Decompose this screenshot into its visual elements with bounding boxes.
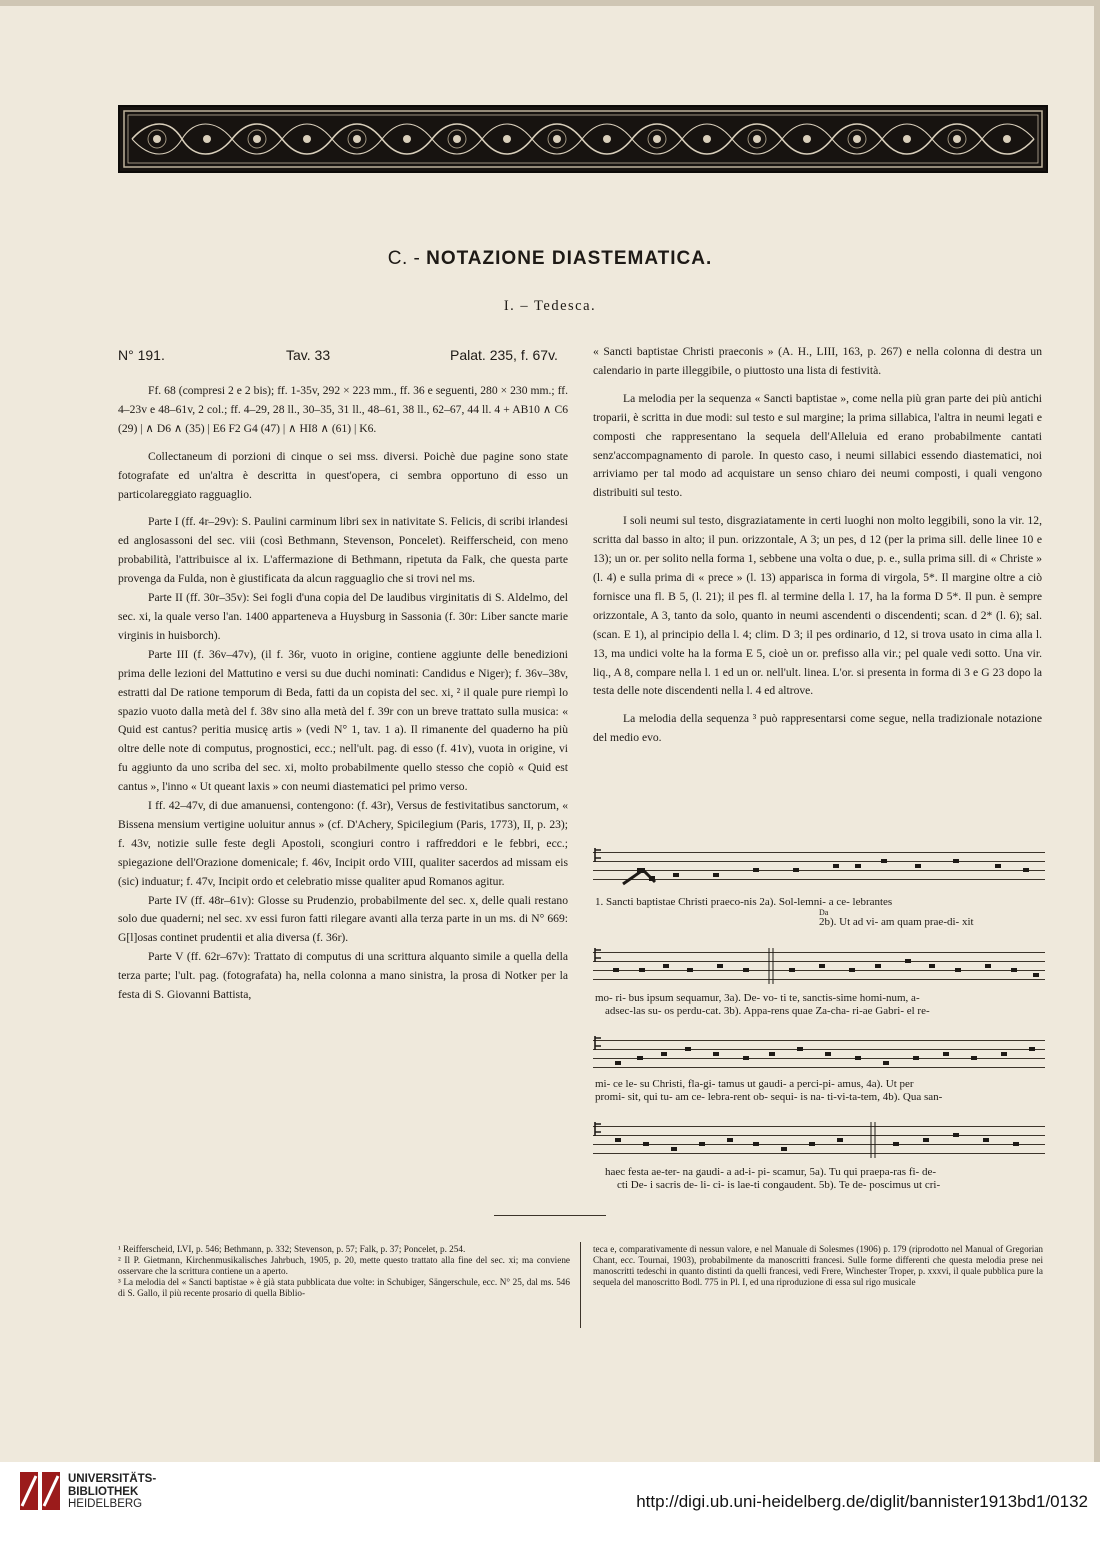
entry-number: N° 191.: [118, 347, 165, 363]
lyric-line-3b: promi- sit, qui tu- am ce- lebra-rent ob- sequi- is na- ti-vi-ta-tem, 4b). Qua san-: [595, 1091, 943, 1103]
footnote-3-continued: teca e, comparativamente di nessun valore, e nel Manuale di Solesmes (1906) p. 179 (riprodotto nel Manual of Gregorian Chant, ecc. Tournai, 1903), probabilmente da manoscritti francesi. Sulle forme differenti che questa melodia prese nei manoscritti tedeschi in quanto distinti da quelli francesi, vedi Frere, Winchester Troper, p. xxxvi, il quale pubblica pure la sequela del manoscritto Bodl. 775 in Pl. I, ed una riproduzione di essa sul rigo musicale: [593, 1244, 1043, 1287]
shelfmark: Palat. 235, f. 67v.: [450, 347, 558, 363]
permalink-url[interactable]: http://digi.ub.uni-heidelberg.de/diglit/bannister1913bd1/0132: [636, 1492, 1088, 1511]
footnote-divider: [494, 1215, 606, 1216]
staff: [593, 844, 1045, 880]
library-name-line-3: HEIDELBERG: [68, 1498, 143, 1510]
library-name-line-2: BIBLIOTHEK: [68, 1485, 139, 1498]
lyric-da-mark: Da: [819, 908, 829, 917]
lyric-line-1a: 1. Sancti baptistae Christi praeco-nis 2a). Sol-lemni- a ce- lebrantes: [595, 896, 893, 908]
melodia-paragraph: La melodia per la sequenza « Sancti baptistae », come nella più gran parte dei più antichi troparii, è scritta in due modi: sul testo e sul margine; la prima sillabica, l'altra in neumi legati e composti che rappresentano la sequela dell'Alleluia ed erano probabilmente cantati senz'accompagnamento di parole. In questo caso, i neumi sillabici essendo diastematici, noi arriviamo per tal modo ad acquistare un senso chiaro dei neumi composti, i quali vengono distribuiti sul testo.: [593, 391, 1042, 500]
lyric-line-3a: mi- ce le- su Christi, fla-gi- tamus ut gaudi- a perci-pi- amus, 4a). Ut per: [595, 1078, 914, 1090]
parte-4-paragraph: Parte IV (ff. 48r–61v): Glosse su Prudenzio, probabilmente del sec. x, delle quali restano solo due quaderni; nel sec. xv essi furon fatti rilegare avanti alla terza parte in un ms. di N° 669: G[l]osas continet prudentii et alia diversa (f. 36r).: [118, 893, 568, 945]
staff: [593, 1118, 1045, 1154]
lyric-line-1b: 2b). Ut ad vi- am quam prae-di- xit: [819, 916, 974, 928]
sancti-baptistae-paragraph: « Sancti baptistae Christi praeconis » (A. H., LIII, 163, p. 267) e nella colonna di destra un calendario in parte illeggibile, o piuttosto una lista di festività.: [593, 345, 1042, 377]
lyric-line-2b: adsec-las su- os perdu-cat. 3b). Appa-rens quae Za-cha- ri-ae Gabri- el re-: [605, 1005, 930, 1017]
footnotes-left: [118, 1244, 570, 1299]
staff: [593, 1032, 1045, 1068]
parte-3-paragraph: Parte III (f. 36v–47v), (il f. 36r, vuoto in origine, contiene aggiunte delle benedizioni prima delle lezioni del Mattutino e versi su due duchi nominati: Candidus e Niger); f. 36v–38v, estratti dal De ratione temporum di Beda, fatti da un copista del sec. xi, ² il quale pure riempì lo spazio vuoto dalla metà del f. 38v sino alla metà del f. 39r con un breve trattato sulla musica: « Quid est cantus? peritia musicę artis » (vedi N° 1, tav. 1 a). Il rimanente del quaderno ha più oltre delle note di computus, prognostici, ecc.; nell'ult. pag. di esso (f. 41v), vuota in origine, vi fu aggiunto da uno scriba del sec. xi, molto probabilmente quello stesso che copiò « Quid est cantus », l'inno « Ut queant laxis » con neumi diastematici pel primo verso.: [118, 647, 568, 794]
parte-1-paragraph: Parte I (ff. 4r–29v): S. Paulini carminum libri sex in nativitate S. Felicis, di scribi irlandesi ed anglosassoni del sec. viii (così Bethmann, Stevenson, Poncelet). Reifferscheid, con meno probabilità, l'attribuisce al ix. L'affermazione di Bethmann, ripetuta da Falk, che questa parte provenga da Fulda, non è giustificata da alcun ragguaglio che si trovi nel ms.: [118, 515, 568, 586]
library-name-line-1: UNIVERSITÄTS-: [68, 1473, 157, 1485]
section-heading: [0, 248, 1100, 270]
lyric-line-4a: haec festa ae-ter- na gaudi- a ad-i- pi- scamur, 5a). Tu qui praepa-ras fi- de-: [605, 1166, 937, 1178]
footnote-2: ² Il P. Gietmann, Kirchenmusikalisches Jahrbuch, 1905, p. 20, mette questo trattato alla fine del sec. xi; ma conviene osservare che la scrittura contiene un a aperto.: [118, 1255, 570, 1276]
parte-5-paragraph: Parte V (ff. 62r–67v): Trattato di computus di una scrittura alquanto simile a quella della terza parte; l'ult. pag. (fotografata) ha, nella colonna a mano sinistra, la prosa di Notker per la festa di S. Giovanni Battista,: [118, 950, 568, 1002]
melodia-intro-paragraph: La melodia della sequenza ³ può rappresentarsi come segue, nella tradizionale notazione del medio evo.: [593, 712, 1042, 745]
lyric-line-2a: mo- ri- bus ipsum sequamur, 3a). De- vo- ti te, sanctis-sime homi-num, a-: [595, 992, 920, 1004]
library-logo-icon: [20, 1472, 60, 1510]
collectaneum-paragraph: Collectaneum di porzioni di cinque o sei mss. diversi. Poichè due pagine sono state fotografate ed un'altra è descritta in quest'opera, ci sembra opportuno di esso un particolareggiato ragguaglio.: [118, 449, 568, 501]
parte-2-paragraph: Parte II (ff. 30r–35v): Sei fogli d'una copia del De laudibus virginitatis di S. Aldelmo, del sec. xi, la quale verso l'an. 1400 apparteneva a Huysburg in Sassonia (f. 30r: Liber sancte marie virginis in huisborch).: [118, 591, 568, 642]
lyric-line-4b: cti De- i sacris de- li- ci- is lae-ti congaudent. 5b). Te de- poscimus ut cri-: [617, 1179, 941, 1191]
footnote-3: ³ La melodia del « Sancti baptistae » è già stata pubblicata due volte: in Schubiger, Sängerschule, ecc. N° 25, dal ms. 546 di S. Gallo, il più recente prosario di quella Biblio-: [118, 1277, 570, 1298]
neumi-paragraph: I soli neumi sul testo, disgraziatamente in certi luoghi non molto leggibili, sono la vir. 12, scritta dal basso in alto; il pun. orizzontale, A 3; un pes, d 12 (per la prima sill. delle linee 10 e 13); un or. per solito nella forma 1, sebbene una volta o due, p. e., sulla prima sill. di « Christe » (l. 4) e sulla prima di « prece » (l. 13) apparisca in forma di virgola, 5*. Il margine oltre a ciò fornisce una fl. B 5, (l. 21); il pes fl. al termine della l. 17, ha la forma D 5*. Il pun. è sempre orizzontale, A 3, tanto da solo, quanto in neumi ascendenti o discendenti; scan. d 2* (l. 6); sal. (scan. E 1), al principio della l. 4; clim. D 3; il pes ordinario, d 12, si trova usato in cima alla l. 13, ma undici volte ha la forma E 5, cioè un or. prefisso alla vir.; pel quale vedi sotto. Una vir. liq., A 8, compare nella l. 1 ed un or. nell'ult. linea. L'or. si presenta in forma di 3 e G 23 dopo la testa delle note discendenti nella l. 4 ed altrove.: [593, 514, 1042, 698]
right-column: [593, 343, 1042, 748]
plate-number: Tav. 33: [286, 347, 331, 363]
staff: [593, 944, 1045, 980]
section-title: NOTAZIONE DIASTEMATICA.: [426, 248, 713, 269]
neume-notes: [593, 1032, 1045, 1076]
neume-notes: [593, 1118, 1045, 1162]
codicology-paragraph: Ff. 68 (compresi 2 e 2 bis); ff. 1-35v, 292 × 223 mm., ff. 36 e seguenti, 280 × 230 mm.; ff. 4–23v e 48–61v, 2 col.; ff. 4–29, 28 ll., 30–35, 31 ll., 48–61, 38 ll., 62–67, 44 ll. 4 + AB10 ∧ C6 (29) | ∧ D6 ∧ (35) | E6 F2 G4 (47) | ∧ HI8 ∧ (61) | K6.: [118, 384, 568, 435]
subsection-heading: I. – Tedesca.: [503, 298, 597, 314]
section-title-prefix: C. -: [387, 248, 421, 269]
left-column: [118, 382, 568, 1005]
library-name: [68, 1473, 156, 1511]
footnote-1: ¹ Reifferscheid, LVI, p. 546; Bethmann, p. 332; Stevenson, p. 57; Falk, p. 37; Poncelet, p. 254.: [118, 1244, 466, 1254]
page-edge-right: [1094, 0, 1100, 1462]
ornamental-banner: [118, 105, 1048, 173]
library-footer: [0, 1462, 1100, 1559]
neume-notes: [593, 944, 1045, 988]
page-edge-top: [0, 0, 1100, 6]
footnote-column-separator: [580, 1242, 581, 1328]
neume-notes: [593, 844, 1045, 888]
footnotes-right: [593, 1244, 1043, 1288]
ff-42-47-paragraph: I ff. 42–47v, di due amanuensi, contengono: (f. 43r), Versus de festivitatibus sanctorum, « Bissena mensium vertigine uoluitur annus » (cf. D'Achery, Spicilegium (Paris, 1773), II, p. 23); f. 43v, notizie sulle feste degli Apostoli, scongiuri contro i raffreddori e le febbri, ecc.; spiegazione dell'Orazione domenicale; f. 46v, Incipit ordo VIII, qualiter sacerdos ad missam eis (sic) induatur; f. 47v, Incipit ordo et celebratio misse qualiter apud Romanos agitur.: [118, 799, 568, 888]
